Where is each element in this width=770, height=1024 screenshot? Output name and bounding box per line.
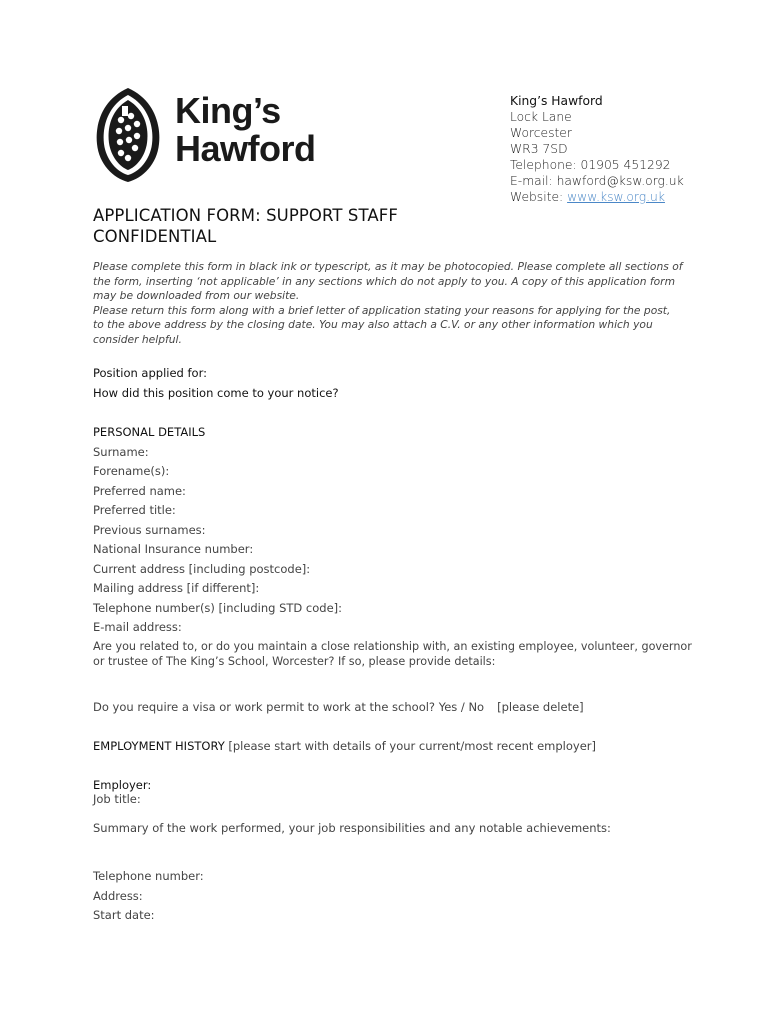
- form-title: [93, 205, 398, 247]
- address-line-2: Worcester: [510, 126, 572, 140]
- employment-history-row: [93, 739, 596, 753]
- address-website-row: [510, 189, 684, 205]
- employer-label: Employer:: [93, 778, 152, 792]
- personal-details-heading: PERSONAL DETAILS: [93, 425, 206, 439]
- related-question-line-1: Are you related to, or do you maintain a close relationship with, an existing employee, volunteer, governor: [93, 640, 692, 653]
- employer-address-label: Address:: [93, 889, 143, 903]
- visa-question: [93, 700, 584, 714]
- address-email: E-mail: hawford@ksw.org.uk: [510, 174, 684, 188]
- related-question-line-2: or trustee of The King’s School, Worcester? If so, please provide details:: [93, 655, 496, 668]
- current-address-label: Current address [including postcode]:: [93, 562, 311, 576]
- forenames-label: Forename(s):: [93, 464, 170, 478]
- email-label: E-mail address:: [93, 620, 182, 634]
- employer-telephone-label: Telephone number:: [93, 869, 204, 883]
- logo-line-1: King’s: [175, 90, 281, 131]
- work-summary-label: Summary of the work performed, your job responsibilities and any notable achievements:: [93, 821, 611, 835]
- position-applied-label: Position applied for:: [93, 366, 207, 380]
- instructions-paragraph-1: Please complete this form in black ink or typescript, as it may be photocopied. Please complete all sections of the form, inserting ‘not applicable’ in any sections which do not apply to you. A copy of this application form may be downloaded from our website.: [93, 260, 683, 303]
- form-instructions: [93, 260, 683, 348]
- visa-note: [please delete]: [497, 700, 584, 714]
- telephone-label: Telephone number(s) [including STD code]:: [93, 601, 343, 615]
- crest-icon: [93, 86, 163, 184]
- employment-history-heading: EMPLOYMENT HISTORY: [93, 739, 225, 753]
- school-address: [510, 93, 684, 205]
- previous-surnames-label: Previous surnames:: [93, 523, 206, 537]
- form-title-line-2: CONFIDENTIAL: [93, 227, 217, 246]
- website-link[interactable]: www.ksw.org.uk: [567, 190, 665, 204]
- logo-line-2: Hawford: [175, 128, 316, 169]
- preferred-title-label: Preferred title:: [93, 503, 176, 517]
- mailing-address-label: Mailing address [if different]:: [93, 581, 260, 595]
- address-line-1: Lock Lane: [510, 110, 572, 124]
- surname-label: Surname:: [93, 445, 149, 459]
- visa-question-text: Do you require a visa or work permit to work at the school? Yes / No: [93, 700, 485, 714]
- school-logo: [93, 86, 338, 184]
- start-date-label: Start date:: [93, 908, 155, 922]
- website-label: Website:: [510, 190, 568, 204]
- instructions-paragraph-2: Please return this form along with a brief letter of application stating your reasons for applying for the post, to the above address by the closing date. You may also attach a C.V. or any other information which you consider helpful.: [93, 303, 671, 346]
- ni-number-label: National Insurance number:: [93, 542, 254, 556]
- employment-history-note: [please start with details of your current/most recent employer]: [224, 739, 596, 753]
- logo-wordmark: [175, 92, 316, 168]
- address-telephone: Telephone: 01905 451292: [510, 158, 671, 172]
- address-line-3: WR3 7SD: [510, 142, 568, 156]
- preferred-name-label: Preferred name:: [93, 484, 186, 498]
- job-title-label: Job title:: [93, 792, 141, 806]
- position-notice-label: How did this position come to your notice?: [93, 386, 339, 400]
- address-org: King’s Hawford: [510, 94, 603, 108]
- form-title-line-1: APPLICATION FORM: SUPPORT STAFF: [93, 206, 398, 225]
